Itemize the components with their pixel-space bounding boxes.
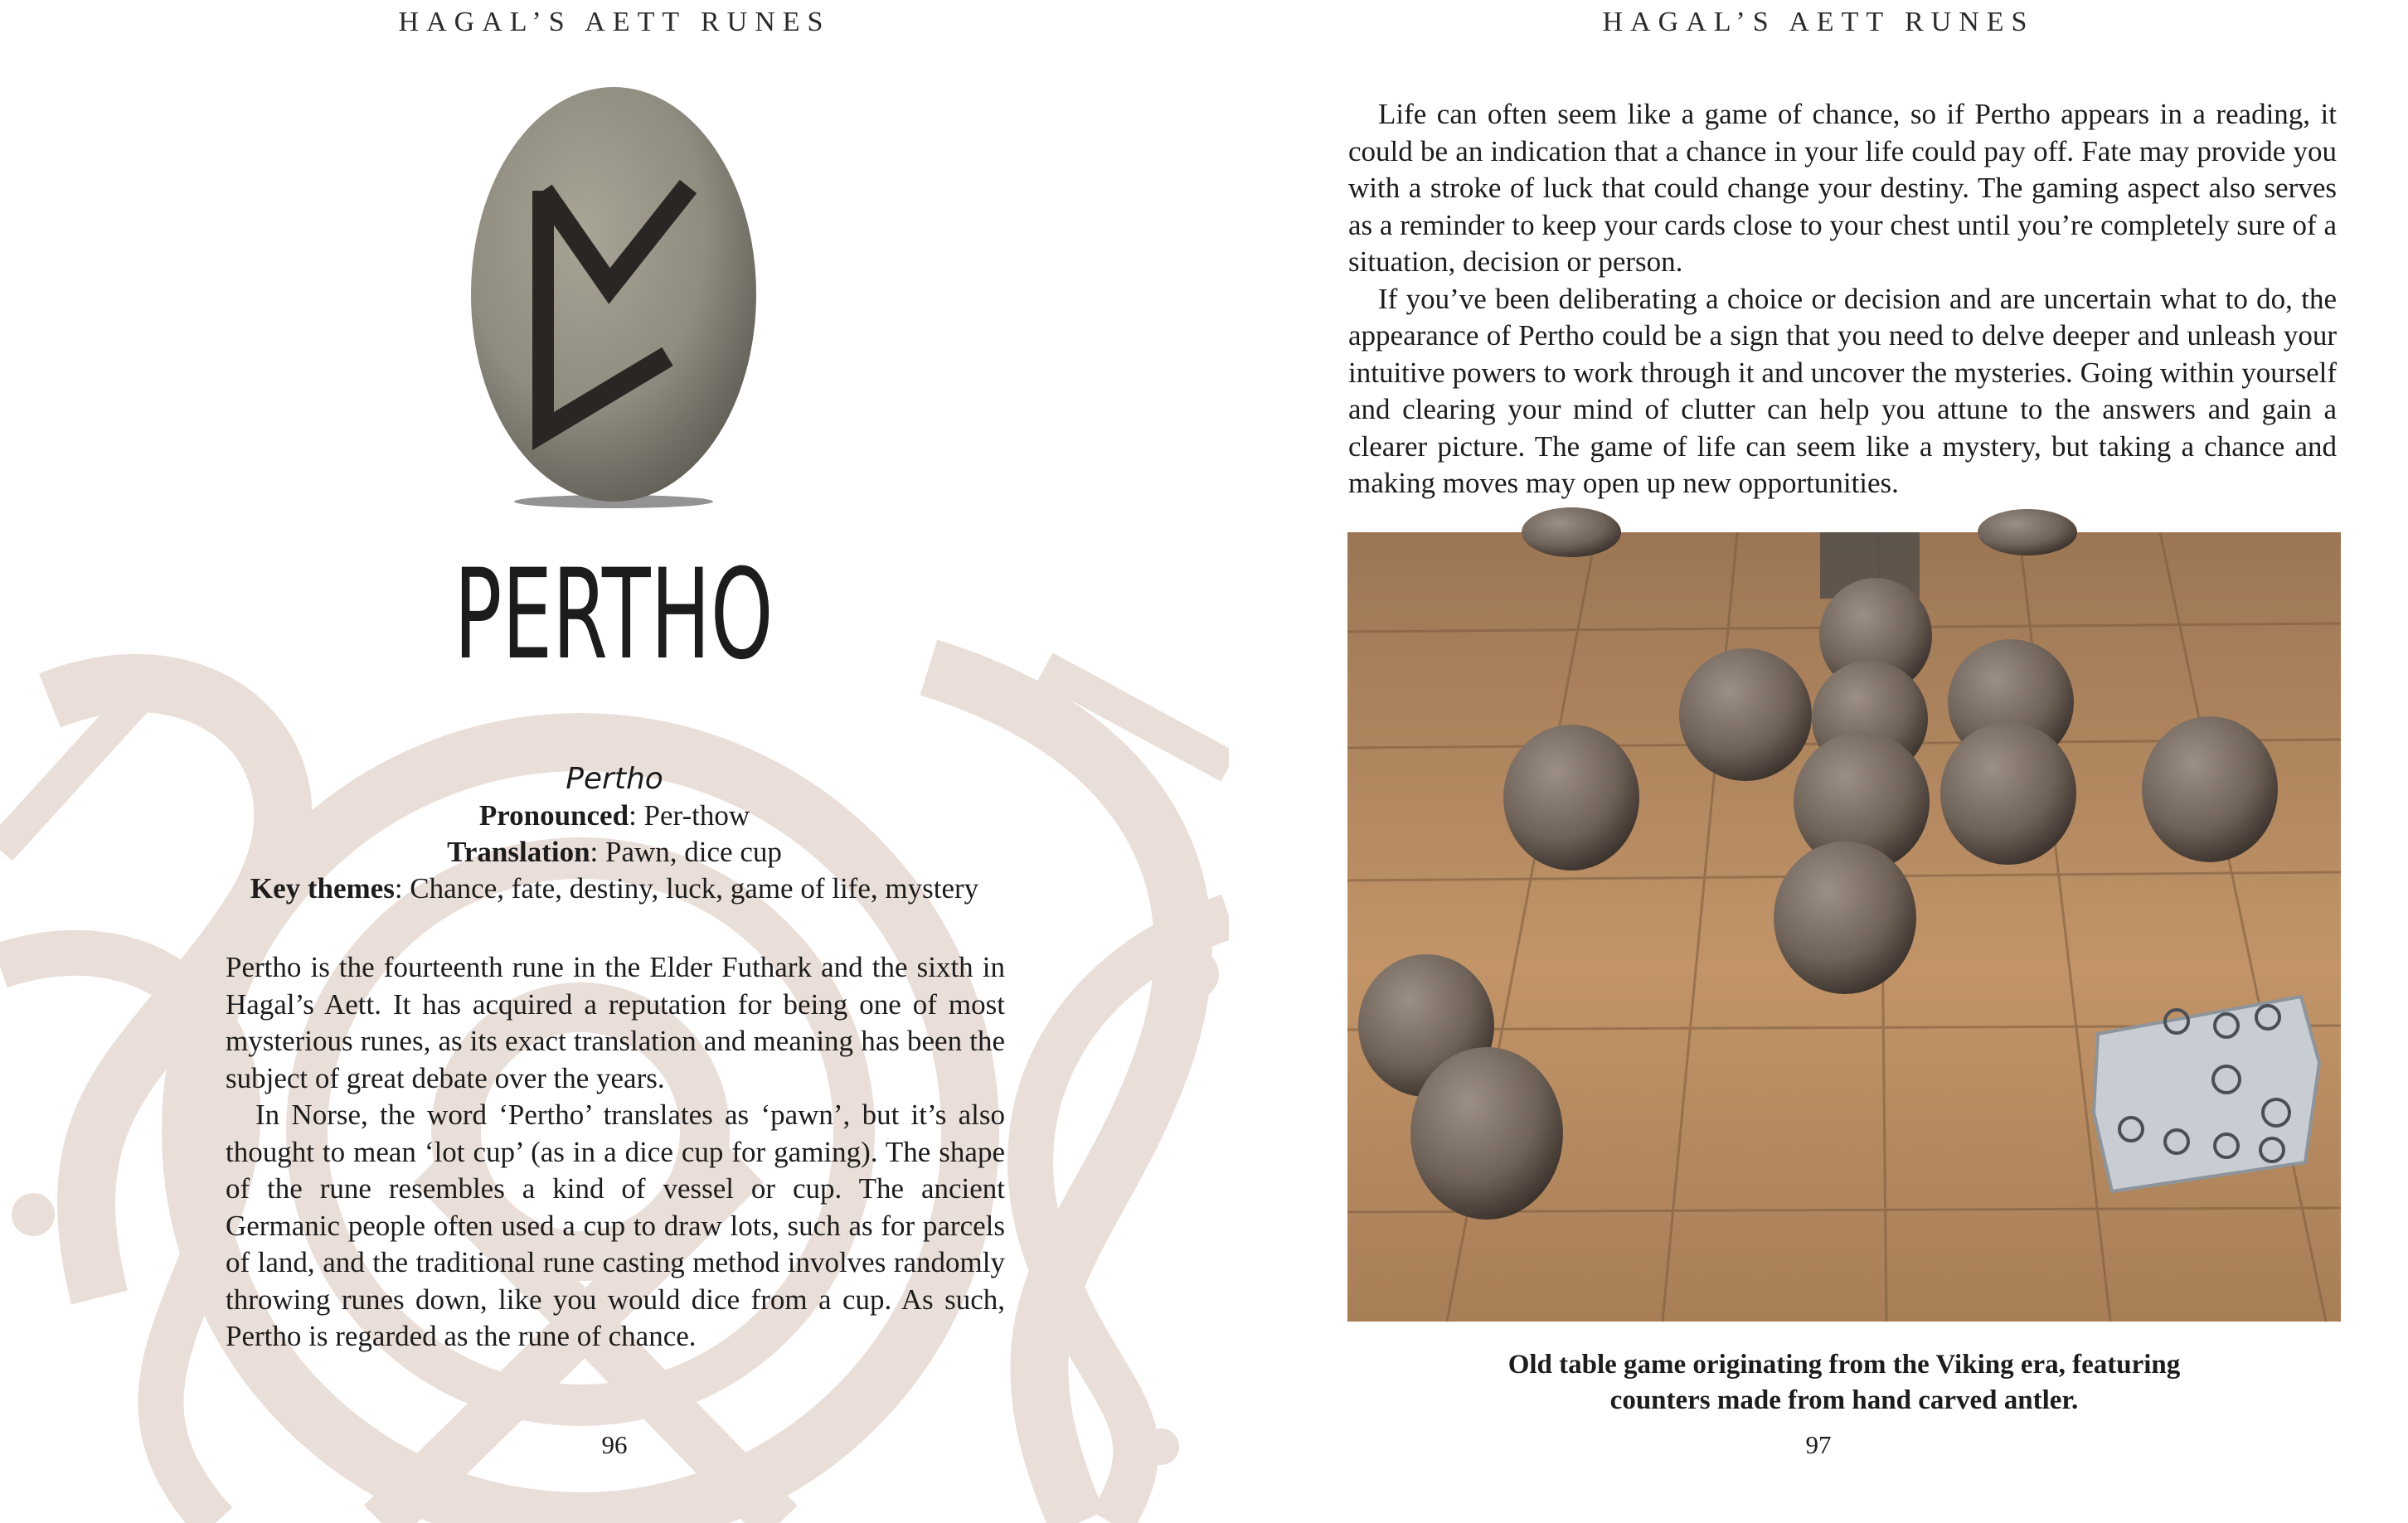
pronounced-label: Pronounced [478,799,629,832]
key-themes-label: Key themes [250,872,395,905]
right-page [1229,0,2408,1523]
right-body-text [1348,96,2337,502]
translation-value: : Pawn, dice cup [590,836,782,868]
running-head: HAGAL’S AETT RUNES [1602,7,2035,37]
photo-caption [1345,1347,2343,1419]
translation-line [166,834,1063,871]
caption-line: Old table game originating from the Viking era, featuring [1507,1350,2181,1380]
rune-title [448,543,779,688]
rune-info-block [166,761,1063,907]
pronounced-line [166,798,1063,834]
pertho-rune-stone-image [464,83,763,514]
viking-board-game-photo [1347,532,2341,1322]
translation-label: Translation [447,836,590,868]
running-head: HAGAL’S AETT RUNES [398,7,831,37]
paragraph: Pertho is the fourteenth rune in the Elder Futhark and the sixth in Hagal’s Aett. It has acquired a reputation for being one of most mysterious runes, as its exact translation and meaning has been the subject of great debate over the years. [226,951,1005,1094]
rune-title-text: PERTHO [454,543,774,687]
key-themes-line [166,871,1063,907]
caption-line: counters made from hand carved antler. [1609,1385,2079,1415]
paragraph: If you’ve been deliberating a choice or decision and are uncertain what to do, the appearance of Pertho could be a sign that you need to delve deeper and unleash your intuitive powers to work through it and uncover the mysteries. Going within yourself and clearing your mind of clutter can help you attune to the answers and gain a clearer picture. The game of life can seem like a mystery, but taking a chance and making moves may open up new opportunities. [1348,282,2337,499]
paragraph: Life can often seem like a game of chance, so if Pertho appears in a reading, it could be an indication that a chance in your life could pay off. Fate may provide you with a stroke of luck that could change your destiny. The gaming aspect also serves as a reminder to keep your cards close to your chest until you’re completely sure of a situation, decision or person. [1348,98,2337,278]
rune-name: Pertho [566,762,663,796]
left-body-text [226,949,1005,1356]
key-themes-value: : Chance, fate, destiny, luck, game of life, mystery [394,872,979,905]
page-number: 97 [1805,1430,1832,1459]
page-number: 96 [601,1430,628,1459]
pronounced-value: : Per-thow [629,799,750,832]
paragraph: In Norse, the word ‘Pertho’ translates as ‘pawn’, but it’s also thought to mean ‘lot cup’ (as in a dice cup for gaming). The shape of the rune resembles a kind of vessel or cup. The ancient Germanic people often used a cup to draw lots, such as for parcels of land, and the traditional rune casting method involves randomly throwing runes down, like you would dice from a cup. As such, Pertho is regarded as the rune of chance. [226,1099,1005,1352]
